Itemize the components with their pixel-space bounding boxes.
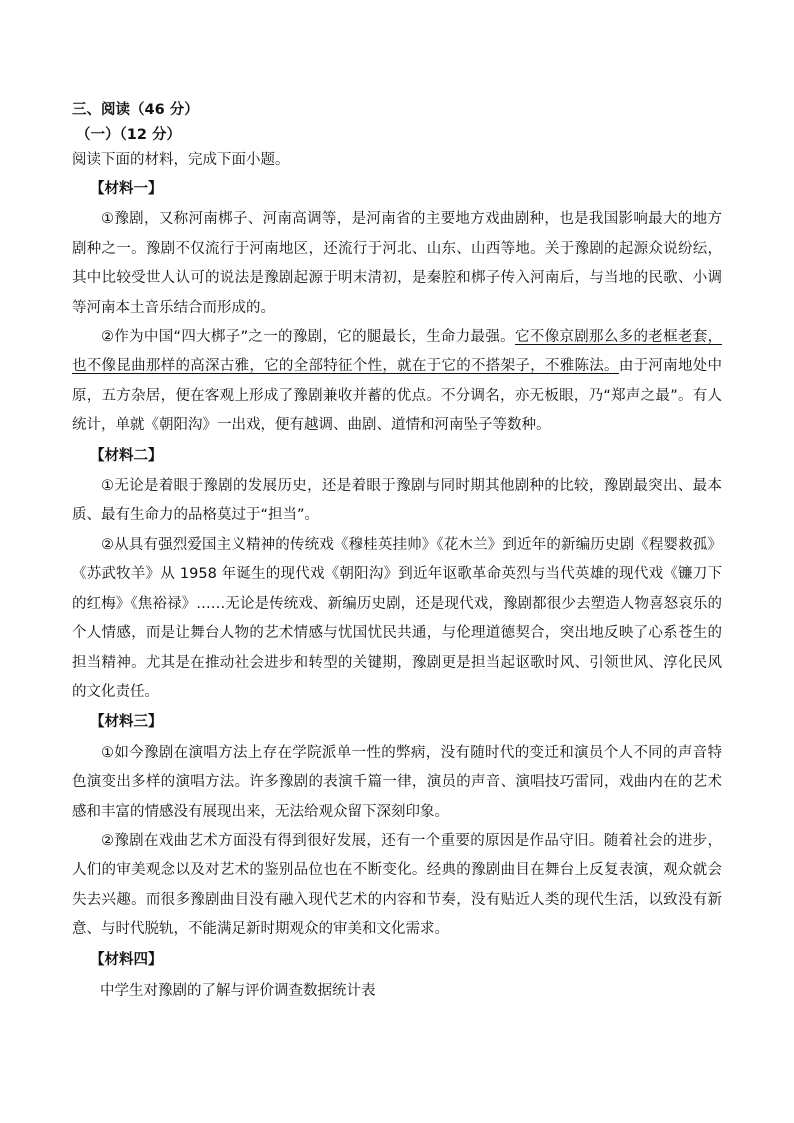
- material-label: 【材料四】: [90, 951, 163, 968]
- paragraph-text: 由于河南地处中原，五方杂居，便在客观上形成了豫剧兼收并蓄的优点。不分调名，亦无板眼，乃“郑声之最”。有人统计，单就《朝阳沟》一出戏，便有越调、曲剧、道情和河南坠子等数种。: [72, 358, 723, 434]
- material-label: 【材料一】: [90, 181, 163, 197]
- material-label: 【材料三】: [90, 714, 163, 731]
- paragraph-text: ②作为中国“四大梆子”之一的豫剧，它的腿最长，生命力最强。: [101, 329, 515, 346]
- document-page: [72, 96, 722, 1006]
- paragraph: ②豫剧在戏曲艺术方面没有得到很好发展，还有一个重要的原因是作品守旧。随着社会的进步，人们的审美观念以及对艺术的鉴别品位也在不断变化。经典的豫剧曲目在舞台上反复表演，观众就会失去兴趣。而很多豫剧曲目没有融入现代艺术的内容和节奏，没有贴近人类的现代生活，以致没有新意、与时代脱轨，不能满足新时期观众的审美和文化需求。: [72, 832, 722, 938]
- section-subheading: （一）（12 分）: [76, 127, 181, 143]
- paragraph: ①如今豫剧在演唱方法上存在学院派单一性的弊病，没有随时代的变迁和演员个人不同的声音特色演变出多样的演唱方法。许多豫剧的表演千篇一律，演员的声音、演唱技巧雷同，戏曲内在的艺术感和丰富的情感没有展现出来，无法给观众留下深刻印象。: [72, 744, 722, 820]
- section-heading: 三、阅读（46 分）: [72, 102, 199, 118]
- table-caption: 中学生对豫剧的了解与评价调查数据统计表: [100, 982, 376, 999]
- paragraph: ②从具有强烈爱国主义精神的传统戏《穆桂英挂帅》《花木兰》到近年的新编历史剧《程婴救孤》《苏武牧羊》从 1958 年诞生的现代戏《朝阳沟》到近年讴歌革命英烈与当代英雄的现代戏《镰刀下的红梅》《焦裕禄》……无论是传统戏、新编历史剧，还是现代戏，豫剧都很少去塑造人物喜怒哀乐的个人情感，而是让舞台人物的艺术情感与忧国忧民共通，与伦理道德契合，突出地反映了心系苍生的担当精神。尤其是在推动社会进步和转型的关键期，豫剧更是担当起讴歌时风、引领世风、淳化民风的文化责任。: [72, 536, 722, 700]
- underlined-sentence: 它不像京剧那么多的老框老套，也不像昆曲那样的高深古雅，它的全部特征个性，就在于它的不搭架子，不雅陈法。: [72, 329, 722, 375]
- instruction-text: 阅读下面的材料，完成下面小题。: [72, 152, 290, 168]
- material-label: 【材料二】: [90, 447, 163, 464]
- paragraph: ①无论是着眼于豫剧的发展历史，还是着眼于豫剧与同时期其他剧种的比较，豫剧最突出、最本质、最有生命力的品格莫过于“担当”。: [72, 478, 722, 524]
- paragraph: [72, 323, 722, 441]
- paragraph: ①豫剧，又称河南梆子、河南高调等，是河南省的主要地方戏曲剧种，也是我国影响最大的地方剧种之一。豫剧不仅流行于河南地区，还流行于河北、山东、山西等地。关于豫剧的起源众说纷纭，其中比较受世人认可的说法是豫剧起源于明末清初，是秦腔和梆子传入河南后，与当地的民歌、小调等河南本土音乐结合而形成的。: [72, 211, 722, 316]
